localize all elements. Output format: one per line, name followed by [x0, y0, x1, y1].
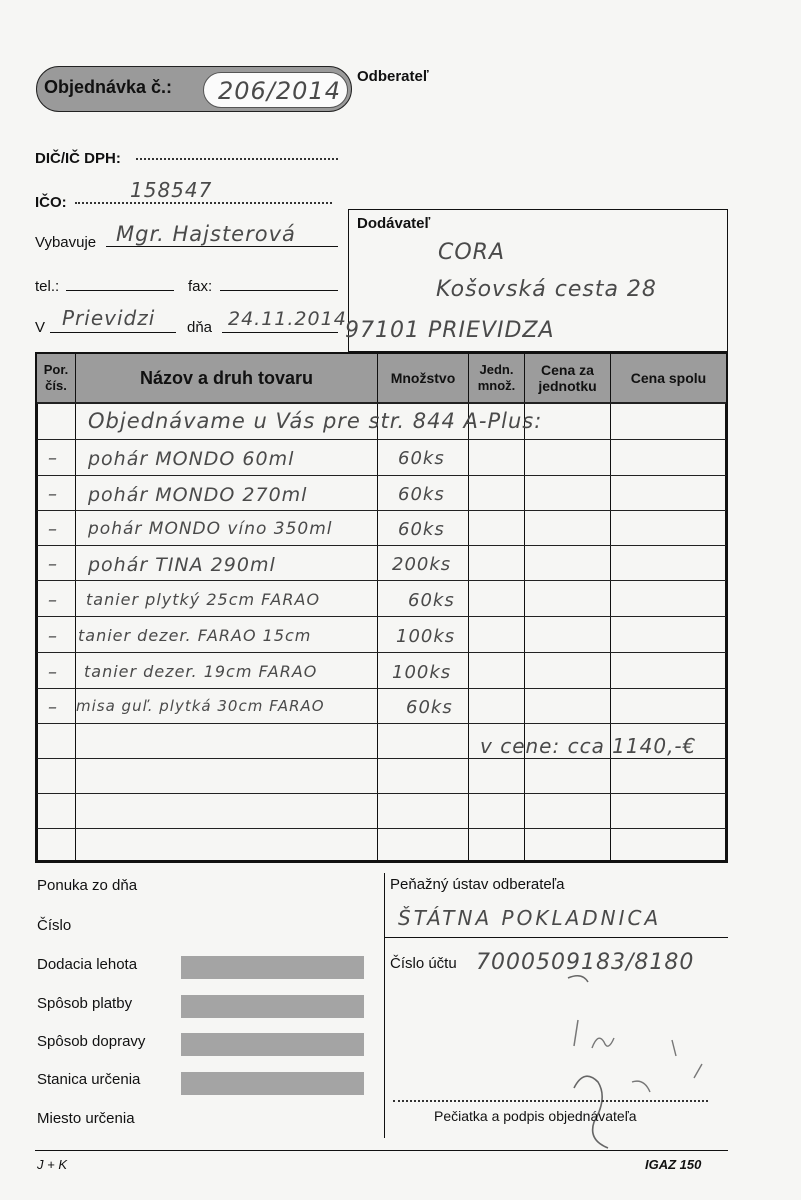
section-divider — [384, 873, 385, 1138]
account-label: Číslo účtu — [390, 955, 457, 972]
doprava-label: Spôsob dopravy — [37, 1033, 146, 1050]
table-row-divider — [37, 475, 726, 476]
table-row-divider — [37, 723, 726, 724]
table-row-divider — [37, 793, 726, 794]
tel-label: tel.: — [35, 278, 60, 295]
footer-rule — [35, 1150, 728, 1151]
row-name: tanier dezer. FARAO 15cm — [78, 626, 312, 645]
supplier-label: Dodávateľ — [357, 215, 431, 232]
column-divider — [75, 354, 76, 861]
table-row-divider — [37, 652, 726, 653]
platba-label: Spôsob platby — [37, 995, 133, 1012]
city-field[interactable] — [50, 332, 176, 333]
date-value: 24.11.2014 — [228, 308, 347, 330]
dodacia-field[interactable] — [181, 956, 364, 979]
row-qty: 60ks — [398, 519, 445, 540]
dic-label: DIČ/IČ DPH: — [35, 150, 121, 167]
table-row-divider — [37, 439, 726, 440]
header-cena-spolu: Cena spolu — [611, 354, 726, 402]
row-name: pohár MONDO víno 350ml — [88, 519, 333, 539]
stanica-field[interactable] — [181, 1072, 364, 1095]
table-row-divider — [37, 616, 726, 617]
row-por: – — [48, 662, 58, 683]
header-cena-jedn: Cena za jednotku — [525, 354, 610, 402]
order-label: Objednávka č.: — [44, 77, 173, 97]
header-nazov: Názov a druh tovaru — [76, 354, 377, 402]
fax-label: fax: — [188, 278, 213, 295]
footer-right: IGAZ 150 — [645, 1157, 702, 1172]
row-por: – — [48, 448, 58, 469]
row-por: – — [48, 554, 58, 575]
row-qty: 60ks — [398, 448, 445, 469]
signature — [540, 970, 730, 1170]
table-row-divider — [37, 688, 726, 689]
bank-value: ŠTÁTNA POKLADNICA — [398, 906, 662, 930]
row-name: pohár MONDO 270ml — [88, 484, 308, 506]
table-row-divider — [37, 510, 726, 511]
ico-label: IČO: — [35, 194, 67, 211]
fax-field[interactable] — [220, 290, 338, 291]
bank-label: Peňažný ústav odberateľa — [390, 876, 565, 893]
table-row-divider — [37, 580, 726, 581]
platba-field[interactable] — [181, 995, 364, 1018]
row-qty: 100ks — [392, 662, 452, 683]
tel-field[interactable] — [66, 290, 174, 291]
dodacia-label: Dodacia lehota — [37, 956, 138, 973]
customer-label: Odberateľ — [357, 68, 429, 85]
order-number-value: 206/2014 — [218, 77, 341, 105]
dna-label: dňa — [187, 319, 213, 336]
v-label: V — [35, 319, 46, 336]
supplier-street: Košovská cesta 28 — [436, 277, 657, 302]
row-qty: 60ks — [398, 484, 445, 505]
table-header-rule — [37, 402, 726, 404]
table-row-divider — [37, 545, 726, 546]
vybavuje-label: Vybavuje — [35, 234, 97, 251]
row-name: pohár TINA 290ml — [88, 554, 276, 576]
row-name: tanier plytký 25cm FARAO — [86, 590, 321, 609]
supplier-city: 97101 PRIEVIDZA — [345, 318, 555, 343]
row-por: – — [48, 519, 58, 540]
vybavuje-field[interactable] — [106, 246, 338, 247]
account-value: 7000509183/8180 — [476, 950, 695, 975]
signature-line[interactable] — [393, 1100, 708, 1102]
header-mnozstvo: Množstvo — [378, 354, 468, 402]
row-por: – — [48, 697, 58, 718]
ico-field[interactable] — [75, 202, 332, 204]
ponuka-label: Ponuka zo dňa — [37, 877, 138, 894]
footer-left: J + K — [37, 1157, 67, 1172]
miesto-label: Miesto určenia — [37, 1110, 135, 1127]
bank-rule — [385, 937, 728, 938]
cislo-label: Číslo — [37, 917, 72, 934]
doprava-field[interactable] — [181, 1033, 364, 1056]
row-name: misa guľ. plytká 30cm FARAO — [76, 697, 325, 715]
row-qty: 60ks — [406, 697, 453, 718]
ico-value: 158547 — [130, 178, 213, 202]
vybavuje-value: Mgr. Hajsterová — [116, 222, 296, 246]
row-por: – — [48, 590, 58, 611]
header-jedn: Jedn. množ. — [469, 354, 524, 402]
row-name: pohár MONDO 60ml — [88, 448, 295, 470]
row-qty: 100ks — [396, 626, 456, 647]
dic-field[interactable] — [136, 158, 338, 160]
row-qty: 200ks — [392, 554, 452, 575]
table-row-divider — [37, 758, 726, 759]
row-por: – — [48, 484, 58, 505]
header-por: Por. čís. — [37, 354, 75, 402]
row-qty: 60ks — [408, 590, 455, 611]
column-divider — [610, 354, 611, 861]
signature-label: Pečiatka a podpis objednávateľa — [434, 1108, 637, 1124]
table-row-divider — [37, 828, 726, 829]
stanica-label: Stanica určenia — [37, 1071, 141, 1088]
table-intro-line: Objednávame u Vás pre str. 844 A-Plus: — [88, 409, 543, 433]
date-field[interactable] — [222, 332, 338, 333]
price-note: v cene: cca 1140,-€ — [480, 734, 697, 758]
city-value: Prievidzi — [62, 306, 156, 330]
supplier-name: CORA — [438, 240, 506, 265]
row-name: tanier dezer. 19cm FARAO — [84, 662, 318, 681]
row-por: – — [48, 626, 58, 647]
